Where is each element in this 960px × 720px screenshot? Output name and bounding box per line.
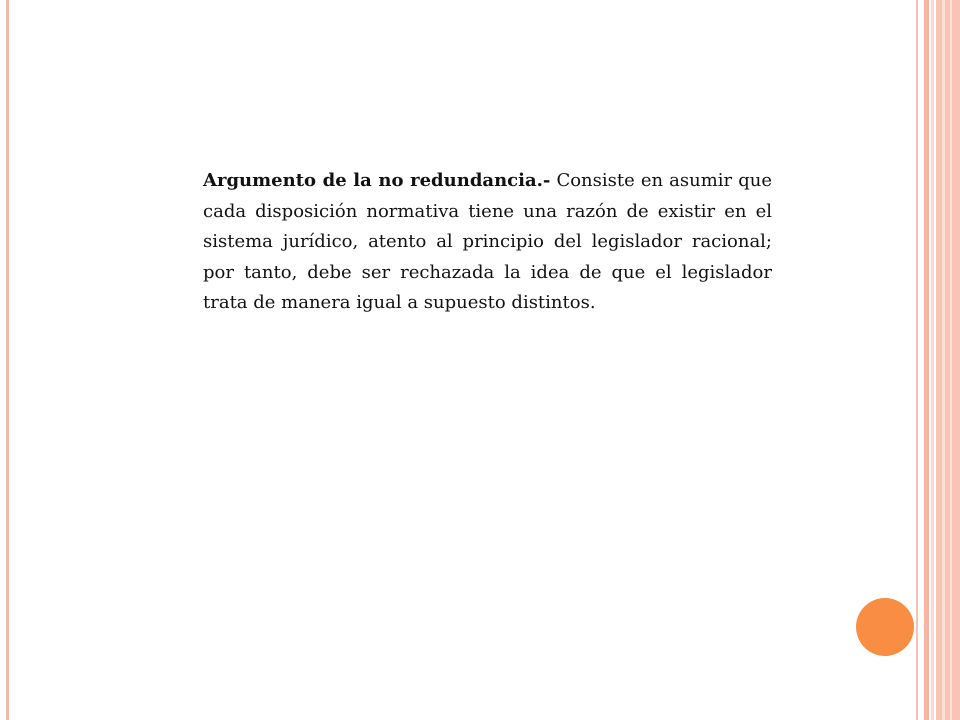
right-stripe <box>950 0 952 720</box>
accent-circle <box>856 598 914 656</box>
term-heading: Argumento de la no redundancia.- <box>203 170 551 191</box>
right-stripe <box>942 0 945 720</box>
body-paragraph <box>203 166 772 319</box>
left-frame-line <box>6 0 9 720</box>
right-stripe <box>924 0 929 720</box>
right-stripe <box>916 0 918 720</box>
term-definition: Consiste en asumir que cada disposición normativa tiene una razón de existir en el sistema jurídico, atento al principio del legislador racional; por tanto, debe ser rechazada la idea de que el legislador trata de manera igual a supuesto distintos. <box>203 170 772 313</box>
right-stripe <box>936 0 960 720</box>
right-stripe <box>931 0 934 720</box>
